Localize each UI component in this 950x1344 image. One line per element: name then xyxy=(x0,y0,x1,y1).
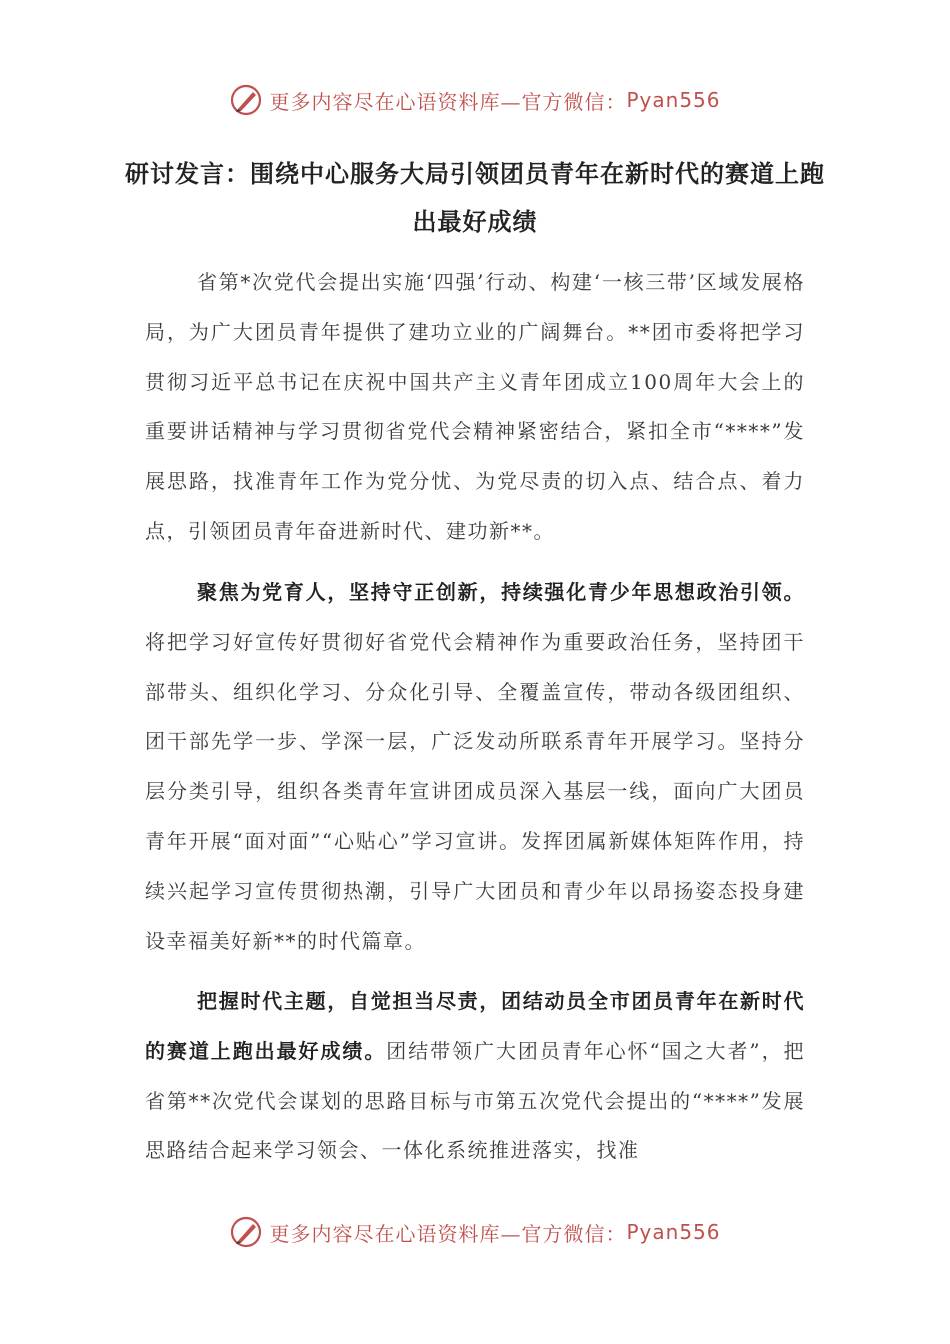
paragraph-3-lead: 把握时代主题，自觉担当尽责，团结动员全市团员青年在新时代的赛道上跑出最好成绩。 xyxy=(145,989,805,1063)
paragraph-3-text: 团结带领广大团员青年心怀“国之大者”，把省第**次党代会谋划的思路目标与市第五次党代会提出的“****”发展思路结合起来学习领会、一体化系统推进落实，找准 xyxy=(145,1038,806,1163)
watermark-footer xyxy=(0,1212,950,1252)
document-title: 研讨发言：围绕中心服务大局引领团员青年在新时代的赛道上跑出最好成绩 xyxy=(125,159,825,236)
pen-logo-icon xyxy=(229,1215,263,1249)
watermark-handle: Pyan556 xyxy=(626,1220,721,1244)
paragraph-2 xyxy=(145,568,805,966)
paragraph-1 xyxy=(145,258,805,557)
paragraph-1-text: 省第*次党代会提出实施‘四强’行动、构建‘一核三带’区域发展格局，为广大团员青年提供了建功立业的广阔舞台。**团市委将把学习贯彻习近平总书记在庆祝中国共产主义青年团成立100周年大会上的重要讲话精神与学习贯彻省党代会精神紧密结合，紧扣全市“****”发展思路，找准青年工作为党分忧、为党尽责的切入点、结合点、着力点，引领团员青年奋进新时代、建功新**。 xyxy=(145,270,805,543)
watermark-text: 更多内容尽在心语资料库—官方微信： xyxy=(269,89,627,114)
watermark-text: 更多内容尽在心语资料库—官方微信： xyxy=(269,1221,627,1246)
paragraph-2-text: 将把学习好宣传好贯彻好省党代会精神作为重要政治任务，坚持团干部带头、组织化学习、分众化引导、全覆盖宣传，带动各级团组织、团干部先学一步、学深一层，广泛发动所联系青年开展学习。坚持分层分类引导，组织各类青年宣讲团成员深入基层一线，面向广大团员青年开展“面对面”“心贴心”学习宣讲。发挥团属新媒体矩阵作用，持续兴起学习宣传贯彻热潮，引导广大团员和青少年以昂扬姿态投身建设幸福美好新**的时代篇章。 xyxy=(145,629,805,953)
watermark-handle: Pyan556 xyxy=(626,88,721,112)
paragraph-2-lead: 聚焦为党育人，坚持守正创新，持续强化青少年思想政治引领。 xyxy=(197,580,805,604)
pen-logo-icon xyxy=(229,83,263,117)
watermark-header xyxy=(0,80,950,120)
paragraph-3 xyxy=(145,977,805,1176)
